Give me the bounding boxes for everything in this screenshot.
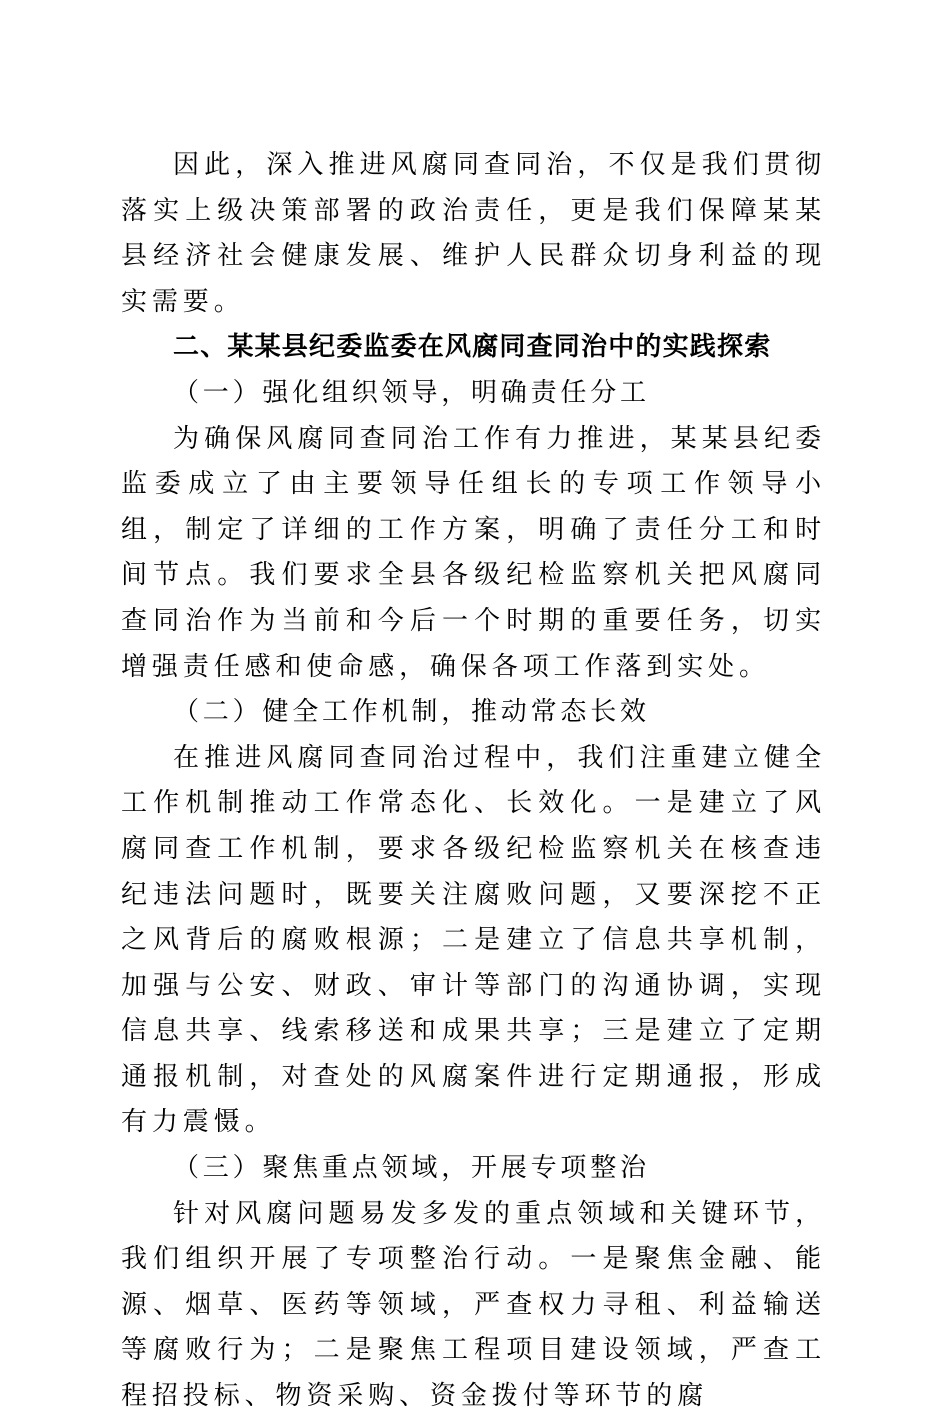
section-heading: 二、某某县纪委监委在风腐同查同治中的实践探索	[173, 332, 772, 363]
document-body	[121, 143, 826, 1420]
paragraph-conclusion: 因此，深入推进风腐同查同治，不仅是我们贯彻落实上级决策部署的政治责任，更是我们保障某某县经济社会健康发展、维护人民群众切身利益的现实需要。	[121, 150, 826, 317]
paragraph-organization: 为确保风腐同查同治工作有力推进，某某县纪委监委成立了由主要领导任组长的专项工作领导小组，制定了详细的工作方案，明确了责任分工和时间节点。我们要求全县各级纪检监察机关把风腐同查同治作为当前和今后一个时期的重要任务，切实增强责任感和使命感，确保各项工作落到实处。	[121, 423, 826, 682]
paragraph-rectification: 针对风腐问题易发多发的重点领域和关键环节，我们组织开展了专项整治行动。一是聚焦金融、能源、烟草、医药等领域，严查权力寻租、利益输送等腐败行为；二是聚焦工程项目建设领域，严查工程招投标、物资采购、资金拨付等环节的腐	[121, 1198, 826, 1412]
subheading-rectification: （三）聚焦重点领域，开展专项整治	[173, 1153, 650, 1184]
subheading-organization: （一）强化组织领导，明确责任分工	[173, 377, 650, 408]
subheading-mechanism: （二）健全工作机制，推动常态长效	[173, 697, 650, 728]
paragraph-mechanism: 在推进风腐同查同治过程中，我们注重建立健全工作机制推动工作常态化、长效化。一是建立了风腐同查工作机制，要求各级纪检监察机关在核查违纪违法问题时，既要关注腐败问题，又要深挖不正之风背后的腐败根源；二是建立了信息共享机制，加强与公安、财政、审计等部门的沟通协调，实现信息共享、线索移送和成果共享；三是建立了定期通报机制，对查处的风腐案件进行定期通报，形成有力震慑。	[121, 742, 826, 1138]
